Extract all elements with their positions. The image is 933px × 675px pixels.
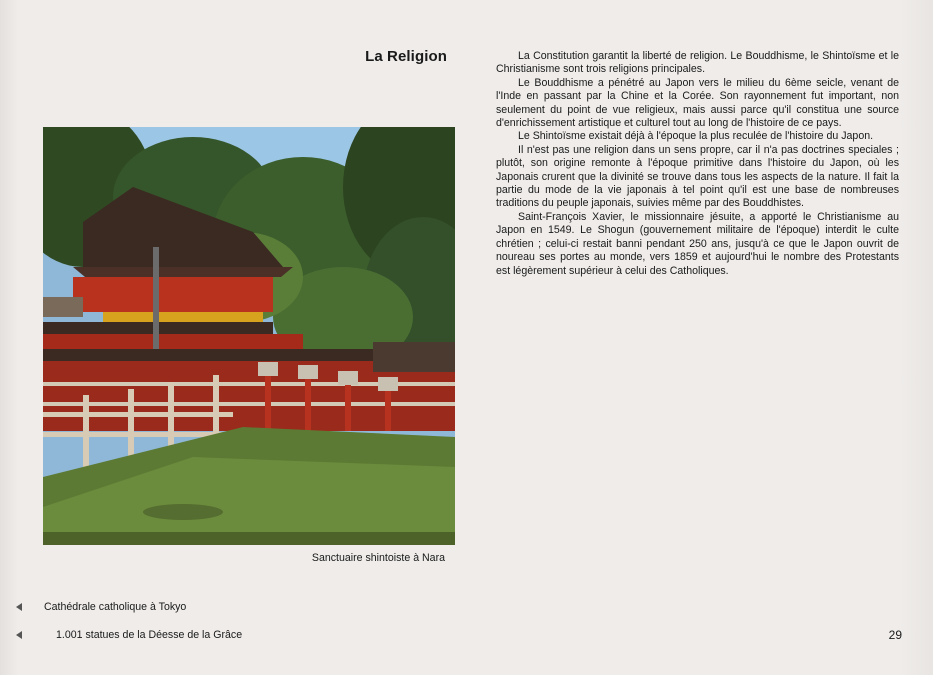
shrine-illustration	[43, 127, 455, 545]
paragraph: Le Bouddhisme a pénétré au Japon vers le milieu du 6ème seicle, venant de l'Inde en passant par la Chine et la Corée. Son rayonnement fut important, non seulement du point de vue religieux, mais aussi parce qu'il constitua une source d'enrichissement artistique et culturel tout au long de l'histoire de ce pays.	[496, 76, 899, 130]
side-note	[16, 629, 242, 641]
section-heading: La Religion	[365, 48, 447, 65]
paragraph: La Constitution garantit la liberté de religion. Le Bouddhisme, le Shintoïsme et le Christianisme sont trois religions principales.	[496, 50, 899, 76]
page-number: 29	[888, 628, 902, 642]
shrine-photo	[43, 127, 455, 545]
paragraph: Le Shintoïsme existait déjà à l'époque la plus reculée de l'histoire du Japon.	[518, 130, 874, 143]
photo-caption: Sanctuaire shintoiste à Nara	[311, 552, 445, 564]
paragraph: Il n'est pas une religion dans un sens propre, car il n'a pas doctrines speciales ; plutôt, son origine remonte à l'époque primitive dans l'histoire du Japon, où les Japonais crurent que la divinité se trouve dans tous les aspects de la nature. Il fait la partie du mode de la vie japonais à tel point qu'il est une base de nombreuses traditions du peuple japonais, suivies même par des Bouddhistes.	[496, 143, 899, 210]
side-note	[16, 601, 186, 613]
side-note-text: 1.001 statues de la Déesse de la Grâce	[56, 629, 243, 641]
body-text	[496, 50, 899, 278]
triangle-left-icon	[16, 603, 22, 611]
side-note-text: Cathédrale catholique à Tokyo	[44, 601, 187, 613]
triangle-left-icon	[16, 631, 22, 639]
paragraph: Saint-François Xavier, le missionnaire jésuite, a apporté le Christianisme au Japon en 1549. Le Shogun (gouvernement militaire de l'époque) interdit le culte chrétien ; celui-ci restait banni pendant 250 ans, jusqu'à ce que le Japon ouvrit de noureau ses portes au monde, vers 1859 et aujourd'hui le nombre des Protestants est légèrement supérieur à celui des Catholiques.	[496, 210, 899, 277]
